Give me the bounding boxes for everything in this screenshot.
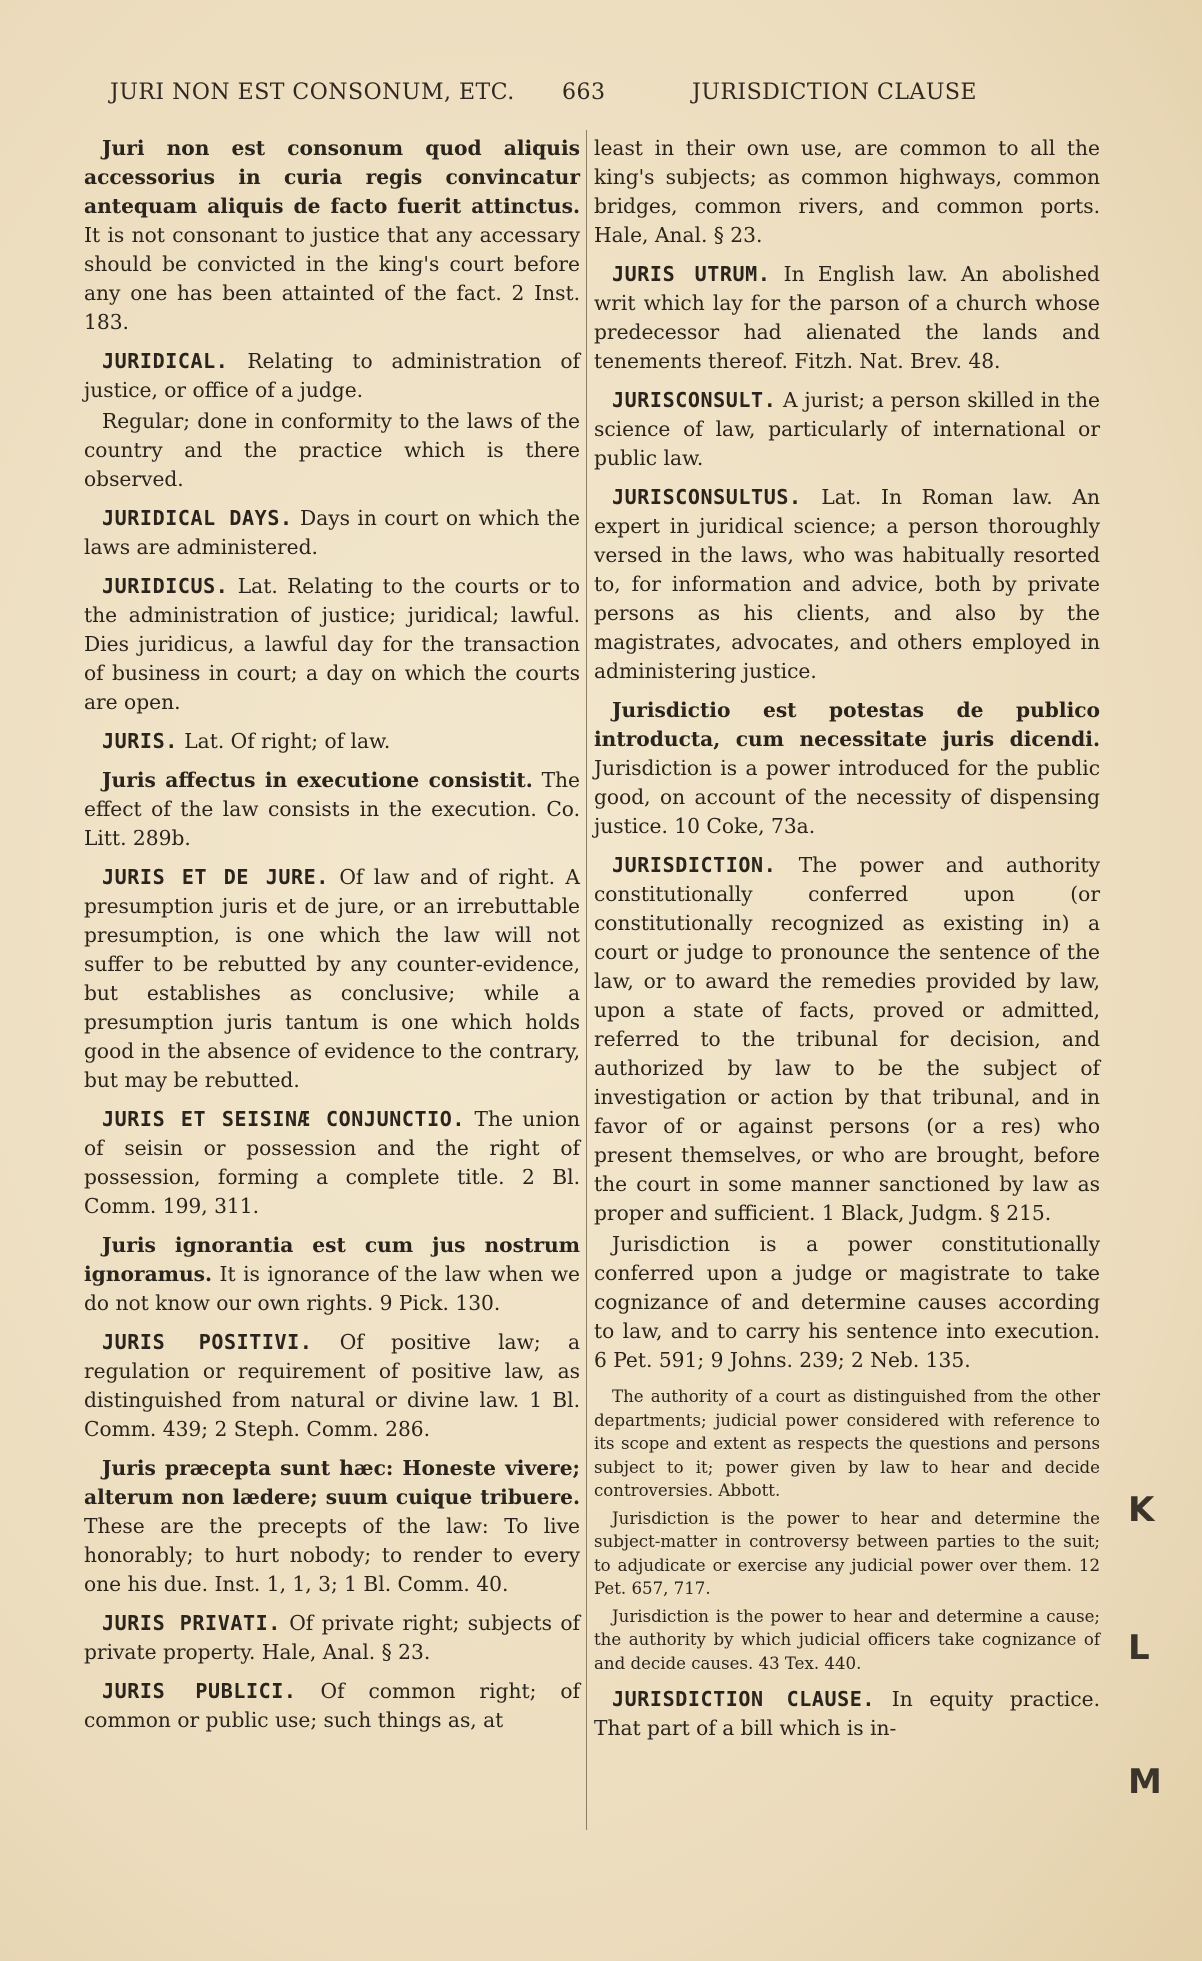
jurisdiction-quote-tex: Jurisdiction is the power to hear and determine a cause; the authority by which judicial officers take cognizance of and decide causes. 43 Tex. 440. <box>594 1606 1100 1673</box>
thumb-index-tab-l[interactable]: L <box>1128 1628 1150 1668</box>
entry-juridical-sense-2: Regular; done in conformity to the laws of the country and the practice which is there observed. <box>84 409 580 491</box>
left-column <box>84 134 580 1745</box>
entry-juridical-days: JURIDICAL DAYS. Days in court on which the laws are administered. <box>84 506 580 559</box>
entry-jurisdiction-clause: JURISDICTION CLAUSE. In equity practice. That part of a bill which is in- <box>594 1687 1100 1740</box>
thumb-index-tab-k[interactable]: K <box>1128 1490 1155 1530</box>
entry-jurisdiction: JURISDICTION. The power and authority constitutionally conferred upon (or constitutionally recognized as existing in) a court or judge to pronounce the sentence of the law, or to award the remedies provided by law, upon a state of facts, proved or admitted, referred to the tribunal for decision, and authorized by law to be the subject of investigation or action by that tribunal, and in favor of or against persons (or a res) who present themselves, or who are brought, before the court in some manner sanctioned by law as proper and sufficient. 1 Black, Judgm. § 215. <box>594 853 1100 1225</box>
entry-juris-privati: JURIS PRIVATI. Of private right; subjects of private property. Hale, Anal. § 23. <box>84 1611 580 1664</box>
entry-juris-utrum: JURIS UTRUM. In English law. An abolished writ which lay for the parson of a church whose predecessor had alienated the lands and tenements thereof. Fitzh. Nat. Brev. 48. <box>594 262 1100 373</box>
entry-juris-publici: JURIS PUBLICI. Of common right; of common or public use; such things as, at <box>84 1679 580 1732</box>
entry-juris-praecepta: Juris præcepta sunt hæc: Honeste vivere; alterum non lædere; suum cuique tribuere. These are the precepts of the law: To live honorably; to hurt nobody; to render to every one his due. Inst. 1, 1, 3; 1 Bl. Comm. 40. <box>84 1456 580 1596</box>
entry-jurisdiction-sense-2: Jurisdiction is a power constitutionally conferred upon a judge or magistrate to take cognizance of and determine causes according to law, and to carry his sentence into execution. 6 Pet. 591; 9 Johns. 239; 2 Neb. 135. <box>594 1232 1100 1372</box>
thumb-index-tab-m[interactable]: M <box>1128 1762 1162 1802</box>
entry-juris-positivi: JURIS POSITIVI. Of positive law; a regulation or requirement of positive law, as distinguished from natural or divine law. 1 Bl. Comm. 439; 2 Steph. Comm. 286. <box>84 1330 580 1441</box>
page-number: 663 <box>562 80 606 105</box>
right-column <box>594 134 1100 1753</box>
column-divider <box>586 130 587 1830</box>
header-left-guideword: JURI NON EST CONSONUM, ETC. <box>110 80 515 105</box>
entry-juris-affectus: Juris affectus in executione consistit. The effect of the law consists in the execution. Co. Litt. 289b. <box>84 768 580 850</box>
entry-juris-et-seisinae: JURIS ET SEISINÆ CONJUNCTIO. The union of seisin or possession and the right of possession, forming a complete title. 2 Bl. Comm. 199, 311. <box>84 1107 580 1218</box>
entry-juris: JURIS. Lat. Of right; of law. <box>102 729 391 753</box>
jurisdiction-quote-abbott: The authority of a court as distinguished from the other departments; judicial power considered with reference to its scope and extent as respects the questions and persons subject to it; power given by law to hear and decide controversies. Abbott. <box>594 1387 1100 1500</box>
entry-jurisconsult: JURISCONSULT. A jurist; a person skilled in the science of law, particularly of international or public law. <box>594 388 1100 470</box>
entry-jurisconsultus: JURISCONSULTUS. Lat. In Roman law. An expert in juridical science; a person thoroughly versed in the laws, who was habitually resorted to, for information and advice, both by private persons as his clients, and also by the magistrates, advocates, and others employed in administering justice. <box>594 485 1100 683</box>
entry-jurisdictio-est-potestas: Jurisdictio est potestas de publico introducta, cum necessitate juris dicendi. Jurisdiction is a power introduced for the public good, on account of the necessity of dispensing justice. 10 Coke, 73a. <box>594 698 1100 838</box>
entry-juris-et-de-jure: JURIS ET DE JURE. Of law and of right. A presumption juris et de jure, or an irrebuttable presumption, is one which the law will not suffer to be rebutted by any counter-evidence, but establishes as conclusive; while a presumption juris tantum is one which holds good in the absence of evidence to the contrary, but may be rebutted. <box>84 865 580 1092</box>
entry-juridicus: JURIDICUS. Lat. Relating to the courts or to the administration of justice; juridical; lawful. Dies juridicus, a lawful day for the transaction of business in court; a day on which the courts are open. <box>84 574 580 714</box>
entry-juris-publici-continued: least in their own use, are common to all the king's subjects; as common highways, common bridges, common rivers, and common ports. Hale, Anal. § 23. <box>594 136 1100 247</box>
entry-juri-non-est-consonum: Juri non est consonum quod aliquis accessorius in curia regis convincatur antequam aliquis de facto fuerit attinctus. It is not consonant to justice that any accessary should be convicted in the king's court before any one has been attainted of the fact. 2 Inst. 183. <box>84 136 580 334</box>
entry-juris-ignorantia: Juris ignorantia est cum jus nostrum ignoramus. It is ignorance of the law when we do not know our own rights. 9 Pick. 130. <box>84 1233 580 1315</box>
jurisdiction-quote-pet: Jurisdiction is the power to hear and determine the subject-matter in controversy between parties to the suit; to adjudicate or exercise any judicial power over them. 12 Pet. 657, 717. <box>594 1508 1100 1598</box>
header-right-guideword: JURISDICTION CLAUSE <box>692 80 977 105</box>
entry-juridical: JURIDICAL. Relating to administration of justice, or office of a judge. <box>84 349 580 402</box>
